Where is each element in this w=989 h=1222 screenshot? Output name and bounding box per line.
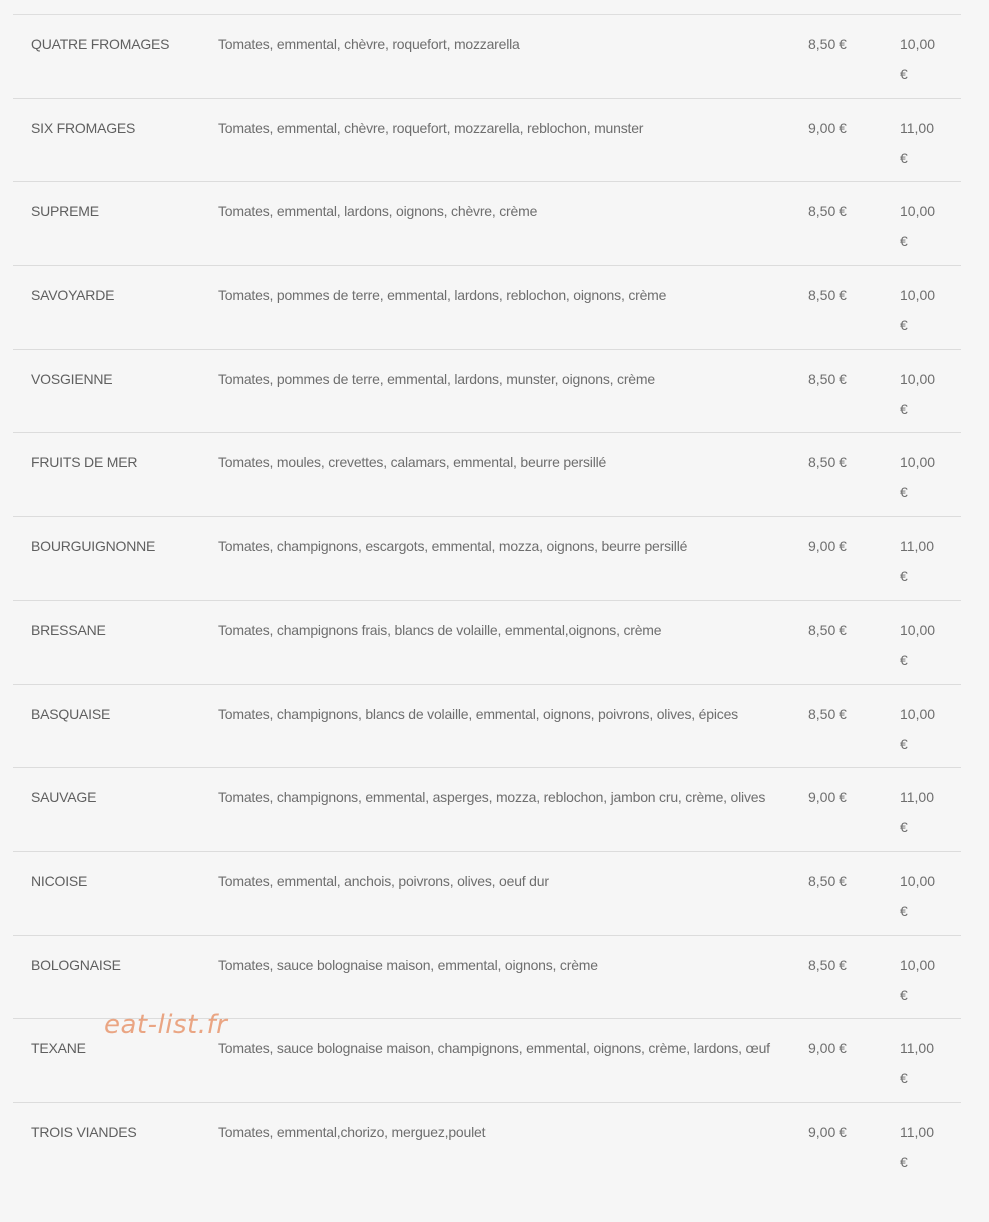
table-row bbox=[13, 1103, 961, 1187]
pizza-name: SAVOYARDE bbox=[31, 287, 115, 304]
price-small: 8,50 € bbox=[808, 36, 847, 52]
pizza-ingredients: Tomates, moules, crevettes, calamars, emmental, beurre persillé bbox=[218, 454, 607, 471]
table-row bbox=[13, 266, 961, 350]
pizza-ingredients: Tomates, emmental, anchois, poivrons, olives, oeuf dur bbox=[218, 872, 549, 889]
price-large: 10,00 € bbox=[900, 705, 936, 752]
table-row bbox=[13, 350, 961, 434]
pizza-ingredients: Tomates, champignons, blancs de volaille, emmental, oignons, poivrons, olives, épices bbox=[218, 705, 738, 722]
price-small: 9,00 € bbox=[808, 789, 847, 806]
price-small: 8,50 € bbox=[808, 872, 847, 889]
pizza-ingredients: Tomates, sauce bolognaise maison, champignons, emmental, oignons, crème, lardons, œuf bbox=[218, 1040, 770, 1057]
price-large: 11,00 € bbox=[900, 119, 934, 166]
price-large: 11,00 € bbox=[900, 1040, 934, 1087]
price-large: 10,00 € bbox=[900, 454, 936, 501]
price-large: 11,00 € bbox=[900, 789, 934, 836]
pizza-ingredients: Tomates, champignons, escargots, emmental, mozza, oignons, beurre persillé bbox=[218, 538, 688, 555]
table-row bbox=[13, 936, 961, 1020]
price-small: 8,50 € bbox=[808, 370, 847, 387]
table-row bbox=[13, 1019, 961, 1103]
pizza-name: TROIS VIANDES bbox=[31, 1123, 137, 1140]
pizza-name: VOSGIENNE bbox=[31, 370, 113, 387]
price-large: 11,00 € bbox=[900, 538, 934, 585]
price-small: 8,50 € bbox=[808, 705, 847, 722]
table-row bbox=[13, 15, 961, 99]
table-row bbox=[13, 517, 961, 601]
pizza-menu-table bbox=[13, 14, 961, 1187]
pizza-name: BOLOGNAISE bbox=[31, 956, 121, 973]
table-row bbox=[13, 768, 961, 852]
price-large: 10,00 € bbox=[900, 287, 936, 334]
price-small: 9,00 € bbox=[808, 538, 847, 555]
pizza-ingredients: Tomates, emmental, chèvre, roquefort, mozzarella, reblochon, munster bbox=[218, 119, 644, 136]
price-small: 9,00 € bbox=[808, 119, 847, 136]
pizza-name: BASQUAISE bbox=[31, 705, 111, 722]
table-row bbox=[13, 685, 961, 769]
pizza-ingredients: Tomates, emmental, chèvre, roquefort, mozzarella bbox=[218, 36, 520, 52]
pizza-name: SAUVAGE bbox=[31, 789, 97, 806]
table-row bbox=[13, 182, 961, 266]
table-row bbox=[13, 601, 961, 685]
price-small: 9,00 € bbox=[808, 1040, 847, 1057]
price-large: 11,00 € bbox=[900, 1123, 934, 1170]
pizza-ingredients: Tomates, champignons frais, blancs de volaille, emmental,oignons, crème bbox=[218, 621, 662, 638]
price-large: 10,00 € bbox=[900, 203, 936, 250]
price-small: 8,50 € bbox=[808, 956, 847, 973]
pizza-name: TEXANE bbox=[31, 1040, 86, 1057]
price-large: 10,00 € bbox=[900, 872, 936, 919]
pizza-ingredients: Tomates, pommes de terre, emmental, lardons, reblochon, oignons, crème bbox=[218, 287, 667, 304]
price-small: 9,00 € bbox=[808, 1123, 847, 1140]
pizza-ingredients: Tomates, emmental, lardons, oignons, chèvre, crème bbox=[218, 203, 538, 220]
table-row bbox=[13, 852, 961, 936]
pizza-name: BOURGUIGNONNE bbox=[31, 538, 156, 555]
price-large: 10,00 € bbox=[900, 370, 936, 417]
pizza-ingredients: Tomates, pommes de terre, emmental, lardons, munster, oignons, crème bbox=[218, 370, 655, 387]
price-small: 8,50 € bbox=[808, 287, 847, 304]
table-row bbox=[13, 99, 961, 183]
pizza-name: SUPREME bbox=[31, 203, 99, 220]
pizza-name: FRUITS DE MER bbox=[31, 454, 138, 471]
pizza-name: SIX FROMAGES bbox=[31, 119, 136, 136]
price-large: 10,00 € bbox=[900, 956, 936, 1003]
pizza-name: BRESSANE bbox=[31, 621, 106, 638]
price-small: 8,50 € bbox=[808, 621, 847, 638]
pizza-ingredients: Tomates, emmental,chorizo, merguez,poulet bbox=[218, 1123, 486, 1140]
watermark: eat-list.fr bbox=[104, 1010, 228, 1040]
pizza-ingredients: Tomates, sauce bolognaise maison, emmental, oignons, crème bbox=[218, 956, 598, 973]
price-large: 10,00 € bbox=[900, 621, 936, 668]
table-row bbox=[13, 433, 961, 517]
pizza-name: NICOISE bbox=[31, 872, 88, 889]
price-small: 8,50 € bbox=[808, 203, 847, 220]
pizza-ingredients: Tomates, champignons, emmental, asperges, mozza, reblochon, jambon cru, crème, olives bbox=[218, 789, 766, 806]
pizza-name: QUATRE FROMAGES bbox=[31, 36, 170, 52]
price-small: 8,50 € bbox=[808, 454, 847, 471]
price-large: 10,00 € bbox=[900, 36, 936, 82]
